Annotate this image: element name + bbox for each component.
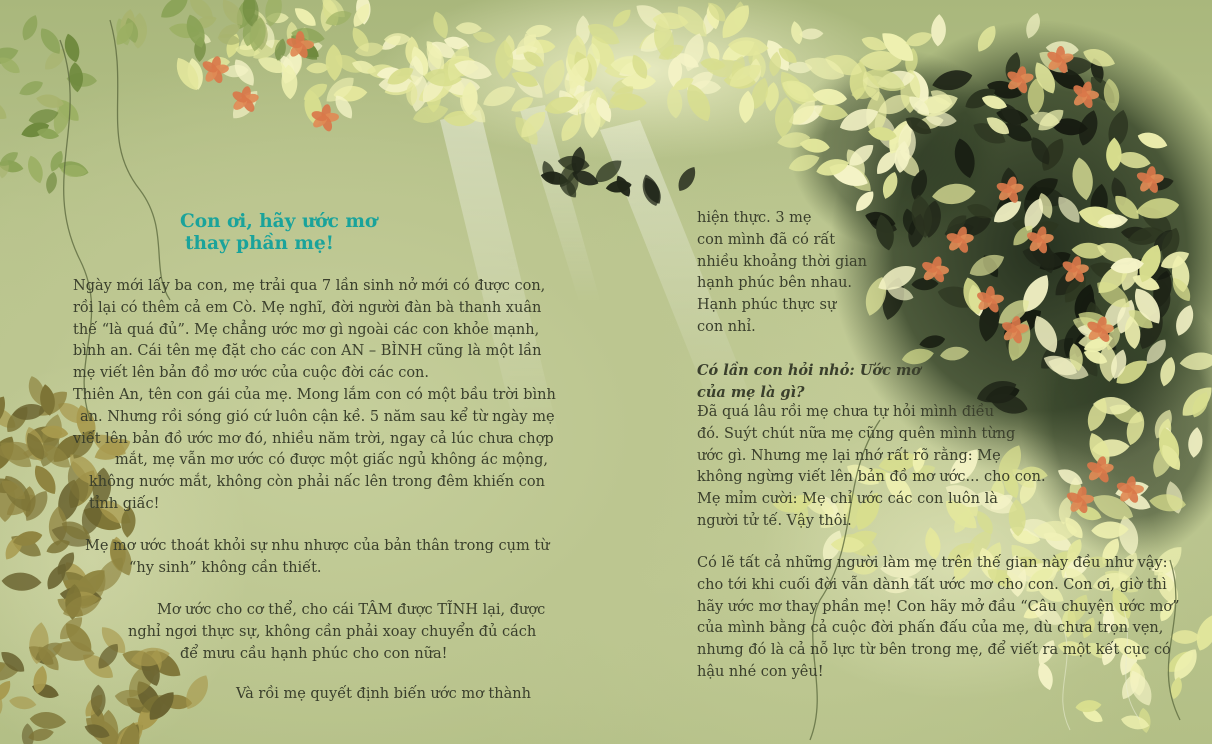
- text-line: hiện thực. 3 mẹ: [697, 210, 812, 226]
- left-paragraph-1: [73, 276, 545, 385]
- text-line: bình an. Cái tên mẹ đặt cho các con AN – BÌNH cũng là một lần: [73, 343, 542, 360]
- left-paragraph-3: [85, 536, 550, 580]
- text-line: ước gì. Nhưng mẹ lại nhớ rất rõ rằng: Mẹ: [697, 447, 1001, 464]
- heading-line: của mẹ là gì?: [697, 383, 805, 401]
- text-line: Và rồi mẹ quyết định biến ước mơ thành: [236, 686, 531, 702]
- text-line: Có lẽ tất cả những người làm mẹ trên thế gian này đều như vậy:: [697, 555, 1168, 571]
- text-line: không nước mắt, không còn phải nấc lên trong đêm khiến con: [89, 474, 545, 491]
- text-line: Mẹ mỉm cười: Mẹ chỉ ước các con luôn là: [697, 491, 998, 508]
- leaf-shape: [930, 14, 946, 47]
- leaf-shape: [19, 13, 42, 43]
- text-line: con mình đã có rất: [697, 231, 836, 248]
- text-line: hậu nhé con yêu!: [697, 663, 824, 680]
- text-line: mẹ viết lên bản đồ mơ ước của cuộc đời các con.: [73, 365, 430, 382]
- left-paragraph-5: [236, 684, 531, 706]
- text-line: nhưng đó là cả nỗ lực từ bên trong mẹ, để viết ra một kết cục có: [697, 642, 1171, 659]
- text-line: không ngừng viết lên bản đồ mơ ước... cho con.: [697, 469, 1046, 486]
- left-paragraph-4: [128, 600, 545, 665]
- text-line: cho tới khi cuối đời vẫn dành tất ước mơ cho con. Con ơi, giờ thì: [697, 576, 1167, 593]
- right-question-heading: [697, 360, 921, 404]
- text-line: người tử tế. Vậy thôi.: [697, 512, 852, 529]
- text-line: Ngày mới lấy ba con, mẹ trải qua 7 lần sinh nở mới có được con,: [73, 278, 546, 294]
- text-line: đó. Suýt chút nữa mẹ cũng quên mình từng: [697, 425, 1016, 442]
- leaf-shape: [44, 171, 59, 195]
- right-paragraph-1: [697, 208, 867, 339]
- text-line: Thiên An, tên con gái của mẹ. Mong lắm con có một bầu trời bình: [73, 387, 556, 403]
- leaf-shape: [24, 154, 46, 186]
- text-line: hãy ước mơ thay phần mẹ! Con hãy mở đầu “Câu chuyện ước mơ”: [697, 598, 1180, 615]
- right-paragraph-3: [697, 553, 1180, 684]
- text-line: Hạnh phúc thực sự: [697, 297, 837, 314]
- text-line: nghỉ ngơi thực sự, không cần phải xoay chuyển đủ cách: [128, 623, 537, 640]
- title-line-2: thay phần mẹ!: [185, 233, 334, 254]
- leaf-shape: [61, 32, 82, 64]
- leaf-shape: [1075, 699, 1102, 713]
- leaf-shape: [0, 94, 11, 124]
- text-line: nhiều khoảng thời gian: [697, 253, 867, 270]
- heading-line: Có lần con hỏi nhỏ: Ước mơ: [697, 362, 921, 379]
- text-line: Mơ ước cho cơ thể, cho cái TÂM được TĨNH lại, được: [157, 602, 546, 618]
- text-line: rồi lại có thêm cả em Cò. Mẹ nghĩ, đời người đàn bà thanh xuân: [73, 299, 542, 316]
- text-line: thế “là quá đủ”. Mẹ chẳng ước mơ gì ngoài các con khỏe mạnh,: [73, 321, 540, 338]
- title-line-1: Con ơi, hãy ước mơ: [180, 211, 378, 232]
- left-paragraph-2: [73, 385, 556, 516]
- leaf-shape: [325, 44, 343, 81]
- text-line: hạnh phúc bên nhau.: [697, 275, 853, 292]
- text-line: mắt, mẹ vẫn mơ ước có được một giấc ngủ không ác mộng,: [115, 452, 549, 469]
- text-line: của mình bằng cả cuộc đời phấn đấu của mẹ, dù chưa trọn vẹn,: [697, 620, 1164, 637]
- text-line: Mẹ mơ ước thoát khỏi sự nhu nhược của bản thân trong cụm từ: [85, 538, 550, 554]
- text-line: để mưu cầu hạnh phúc cho con nữa!: [180, 645, 448, 662]
- text-line: tỉnh giấc!: [89, 495, 160, 512]
- text-line: an. Nhưng rồi sóng gió cứ luôn cận kề. 5 năm sau kể từ ngày mẹ: [80, 408, 555, 425]
- text-line: con nhỉ.: [697, 318, 756, 335]
- leaf-shape: [157, 0, 193, 23]
- text-line: viết lên bản đồ ước mơ đó, nhiều năm trời, ngay cả lúc chưa chợp: [73, 430, 554, 447]
- page-title: [180, 211, 377, 255]
- leaf-shape: [1192, 611, 1212, 654]
- leaf-shape: [674, 164, 700, 195]
- text-line: “hy sinh” không cần thiết.: [129, 559, 322, 576]
- text-line: Đã quá lâu rồi mẹ chưa tự hỏi mình điều: [697, 404, 995, 420]
- right-paragraph-2: [697, 402, 1046, 533]
